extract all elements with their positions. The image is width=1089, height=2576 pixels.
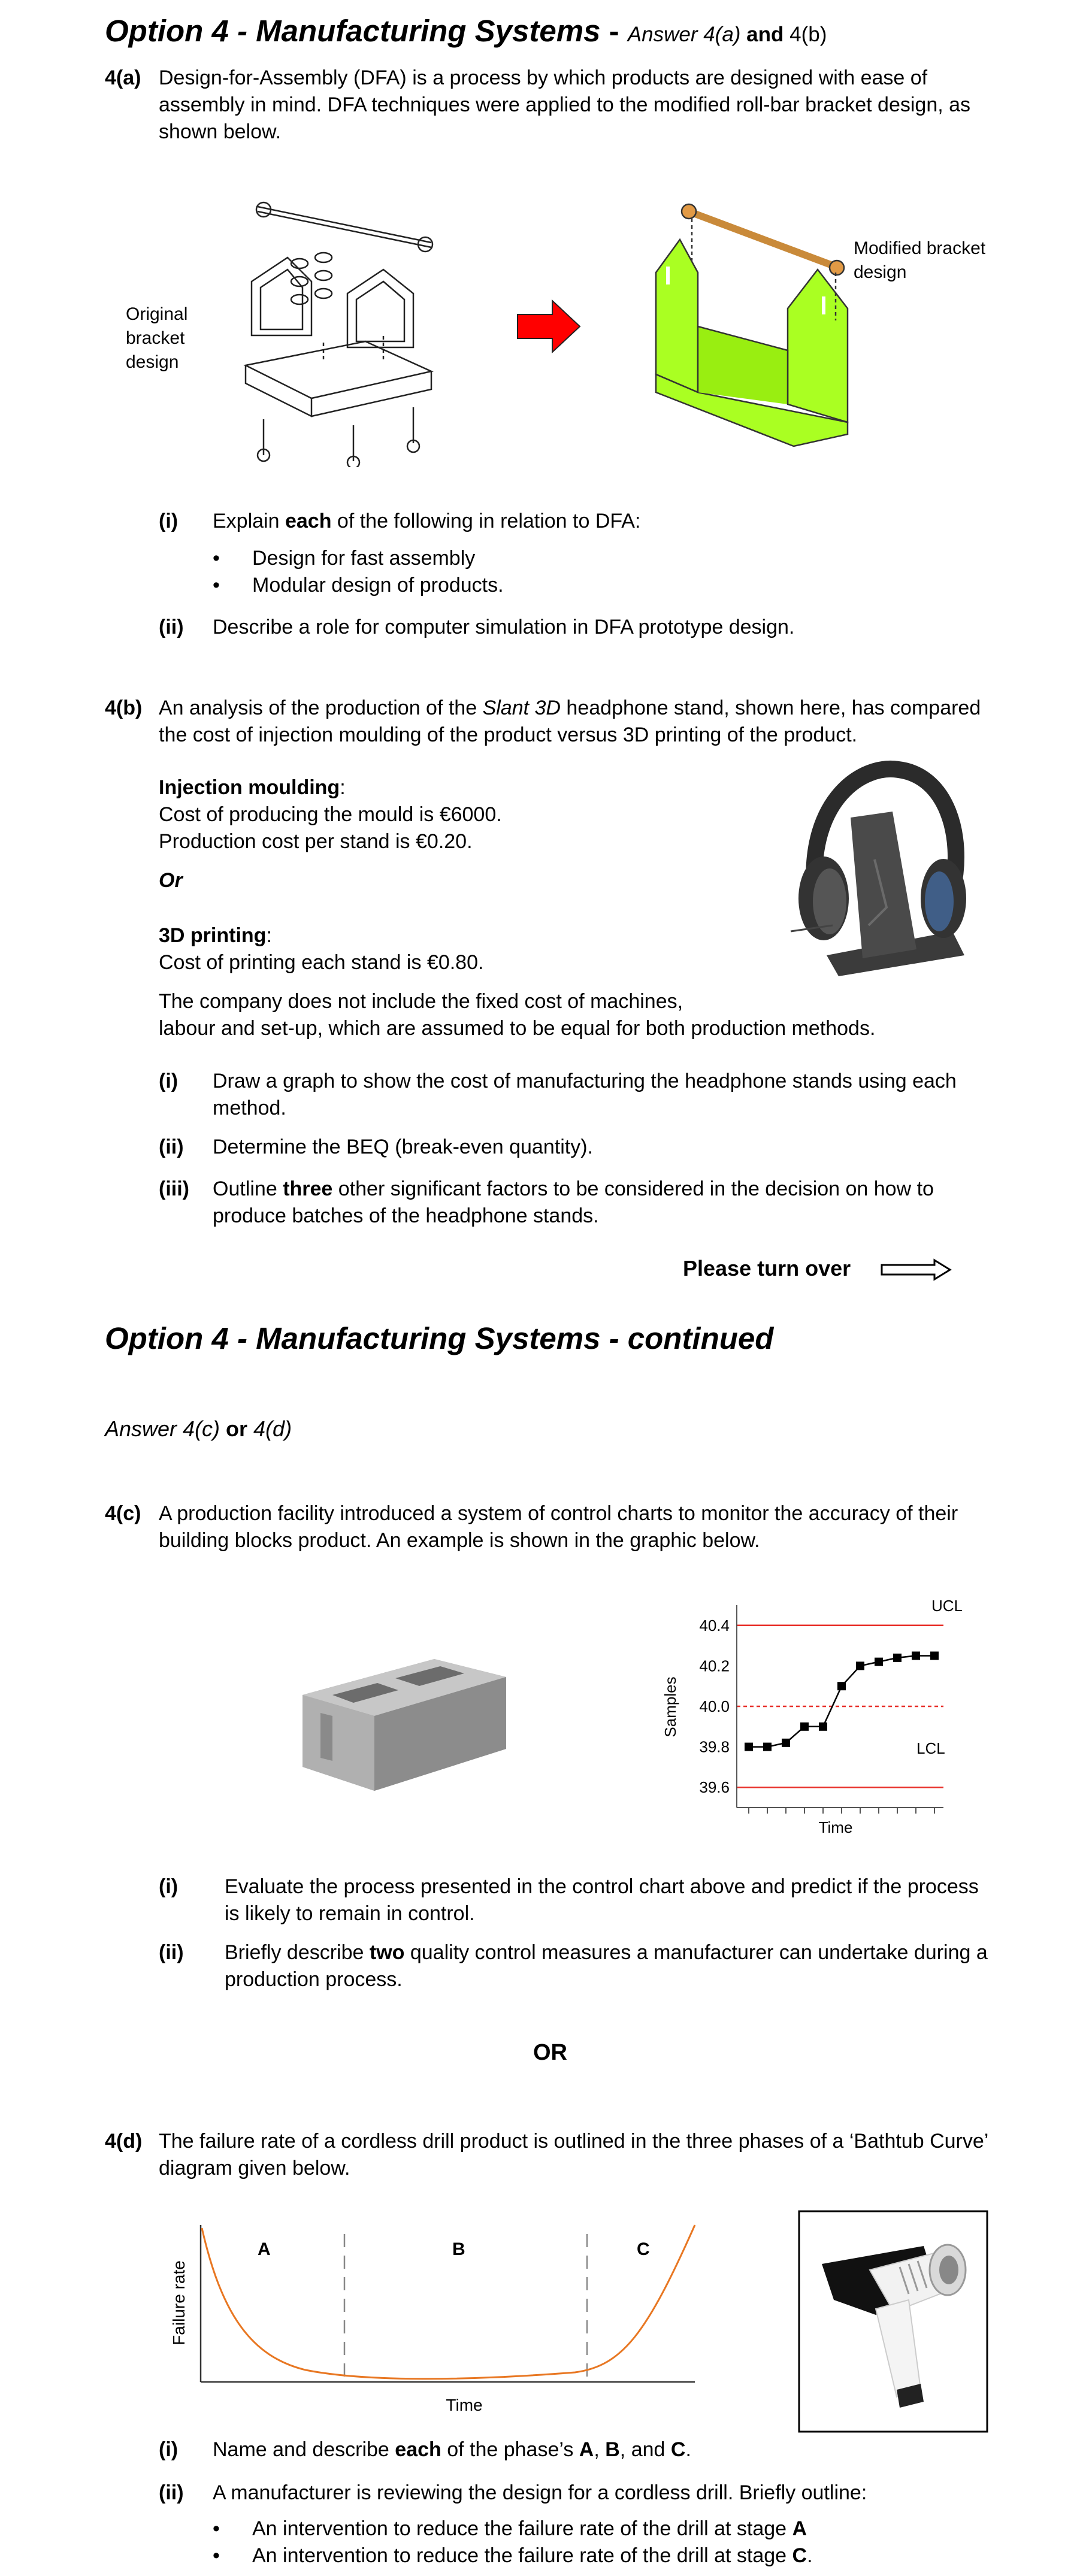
sample-point bbox=[912, 1652, 920, 1660]
phase-b-label: B bbox=[452, 2239, 465, 2259]
part-4a-ii-number: (ii) bbox=[159, 616, 184, 638]
control-chart bbox=[653, 1587, 964, 1839]
ucl-label: UCL bbox=[931, 1597, 963, 1615]
please-turn-over: Please turn over bbox=[683, 1256, 851, 1281]
part-4b-i-number: (i) bbox=[159, 1070, 179, 1092]
sample-point bbox=[782, 1739, 790, 1747]
injection-heading: Injection moulding bbox=[159, 776, 340, 799]
part-4a-i-bullets bbox=[213, 545, 931, 599]
part-4c-ii-text: Briefly describe two quality control measures a manufacturer can undertake during a production process. bbox=[225, 1941, 988, 1991]
bathtub-curve-line bbox=[202, 2225, 695, 2379]
bullet-modular-design: • Modular design of products. bbox=[213, 572, 931, 599]
sample-point bbox=[893, 1654, 902, 1662]
turn-over-arrow-icon bbox=[881, 1258, 952, 1282]
part-4d-i-text: Name and describe each of the phase’s A, B, and C. bbox=[213, 2438, 691, 2461]
part-4b-i-text: Draw a graph to show the cost of manufacturing the headphone stands using each method. bbox=[213, 1070, 957, 1119]
injection-moulding-block: Injection moulding: Cost of producing the mould is €6000. Production cost per stand is €0.20. bbox=[159, 774, 698, 855]
sample-point bbox=[819, 1723, 827, 1731]
part-4c-i-number: (i) bbox=[159, 1875, 179, 1898]
control-chart-y-tick: 39.6 bbox=[699, 1778, 730, 1797]
question-4b-text: An analysis of the production of the Slant 3D headphone stand, shown here, has compared the cost of injection moulding of the product versus 3D printing of the product. bbox=[159, 697, 981, 746]
question-4c-text: A production facility introduced a system of control charts to monitor the accuracy of their building blocks product. An example is shown in the graphic below. bbox=[159, 1502, 958, 1552]
bullet-stage-a: • An intervention to reduce the failure rate of the drill at stage A bbox=[213, 2516, 991, 2542]
part-4d-i-number: (i) bbox=[159, 2438, 179, 2461]
control-chart-y-tick: 40.4 bbox=[699, 1616, 730, 1634]
sample-point bbox=[763, 1743, 772, 1751]
part-4b-ii-text: Determine the BEQ (break-even quantity). bbox=[213, 1136, 593, 1158]
sample-point bbox=[875, 1658, 883, 1666]
control-chart-y-label: Samples bbox=[661, 1676, 679, 1737]
or-divider: OR bbox=[533, 2040, 567, 2065]
sample-point bbox=[837, 1682, 846, 1690]
question-number-4d: 4(d) bbox=[105, 2130, 143, 2153]
headphone-stand-image bbox=[773, 752, 970, 976]
sample-point bbox=[930, 1652, 939, 1660]
part-4d-ii-text: A manufacturer is reviewing the design for a cordless drill. Briefly outline: bbox=[213, 2481, 867, 2504]
bathtub-curve-chart bbox=[168, 2213, 707, 2429]
question-number-4b: 4(b) bbox=[105, 697, 143, 719]
part-4b-ii-number: (ii) bbox=[159, 1136, 184, 1158]
printing-heading: 3D printing bbox=[159, 924, 267, 947]
part-4a-ii-text: Describe a role for computer simulation in DFA prototype design. bbox=[213, 616, 795, 638]
question-4d-text: The failure rate of a cordless drill product is outlined in the three phases of a ‘Bathtub Curve’ diagram given below. bbox=[159, 2130, 988, 2180]
question-number-4c: 4(c) bbox=[105, 1502, 141, 1525]
sample-point bbox=[856, 1661, 864, 1670]
sample-point bbox=[800, 1723, 809, 1731]
red-arrow-icon bbox=[516, 299, 582, 353]
control-chart-y-tick: 40.2 bbox=[699, 1657, 730, 1675]
control-chart-y-tick: 40.0 bbox=[699, 1697, 730, 1715]
part-4a-i-number: (i) bbox=[159, 510, 179, 532]
control-chart-x-label: Time bbox=[818, 1818, 853, 1836]
part-4c-i-text: Evaluate the process presented in the control chart above and predict if the process is likely to remain in control. bbox=[225, 1875, 979, 1925]
bathtub-y-label: Failure rate bbox=[170, 2260, 188, 2345]
phase-c-label: C bbox=[637, 2239, 650, 2259]
printing-block: 3D printing: Cost of printing each stand is €0.80. bbox=[159, 922, 698, 976]
phase-a-label: A bbox=[258, 2239, 271, 2259]
question-number-4a: 4(a) bbox=[105, 66, 141, 89]
note-text: The company does not include the fixed cost of machines, labour and set-up, which are assumed to be equal for both production methods. bbox=[159, 990, 876, 1040]
part-4b-iii-text: Outline three other significant factors to be considered in the decision on how to produce batches of the headphone stands. bbox=[213, 1177, 934, 1227]
section-1-title: Option 4 - Manufacturing Systems - Answer 4(a) and 4(b) bbox=[105, 14, 827, 48]
injection-line-production: Production cost per stand is €0.20. bbox=[159, 830, 473, 853]
lcl-label: LCL bbox=[916, 1739, 945, 1757]
part-4c-ii-number: (ii) bbox=[159, 1941, 184, 1964]
modified-bracket-label: Modified bracket design bbox=[854, 238, 986, 282]
samples-line bbox=[749, 1656, 934, 1747]
cordless-drill-image bbox=[798, 2210, 988, 2433]
sample-point bbox=[745, 1743, 753, 1751]
original-bracket-image bbox=[234, 192, 449, 467]
part-4a-i-text: Explain each of the following in relation to DFA: bbox=[213, 510, 641, 532]
question-4a-text: Design-for-Assembly (DFA) is a process by which products are designed with ease of assembly in mind. DFA techniques were applied to the modified roll-bar bracket design, as shown below. bbox=[159, 66, 971, 143]
control-chart-y-tick: 39.8 bbox=[699, 1737, 730, 1756]
section-2-title: Option 4 - Manufacturing Systems - continued bbox=[105, 1321, 774, 1355]
bullet-stage-c: • An intervention to reduce the failure rate of the drill at stage C. bbox=[213, 2542, 991, 2569]
section-2-answer: Answer 4(c) or 4(d) bbox=[105, 1416, 292, 1441]
original-bracket-label: Original bracket design bbox=[126, 304, 188, 372]
injection-line-mould: Cost of producing the mould is €6000. bbox=[159, 803, 502, 826]
concrete-block-image bbox=[297, 1635, 512, 1797]
part-4d-ii-bullets bbox=[213, 2516, 991, 2569]
printing-line: Cost of printing each stand is €0.80. bbox=[159, 951, 484, 974]
part-4d-ii-number: (ii) bbox=[159, 2481, 184, 2504]
bathtub-x-label: Time bbox=[446, 2396, 483, 2414]
bullet-fast-assembly: • Design for fast assembly bbox=[213, 545, 931, 572]
modified-bracket-image bbox=[644, 195, 872, 458]
part-4b-iii-number: (iii) bbox=[159, 1177, 189, 1200]
or-label: Or bbox=[159, 869, 183, 892]
